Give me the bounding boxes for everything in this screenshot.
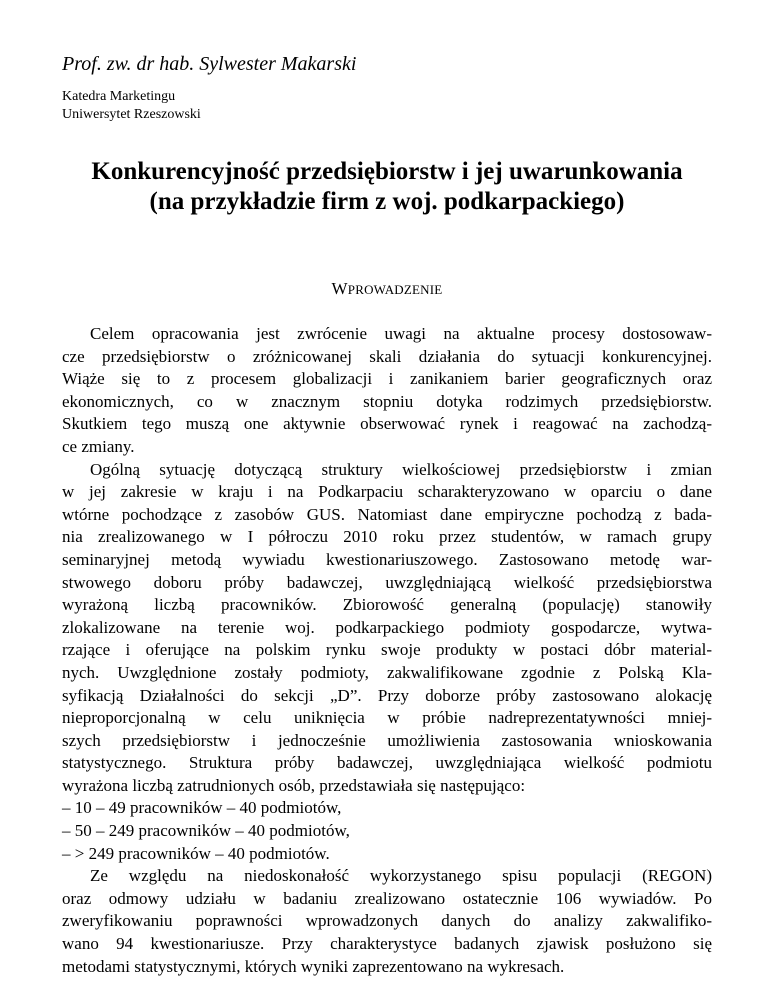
paper-title-line-1: Konkurencyjność przedsiębiorstw i jej uwarunkowania <box>91 158 683 185</box>
body-line: Ogólną sytuację dotyczącą struktury wielkościowej przedsiębiorstw i zmian <box>90 459 712 479</box>
body-line: stwowego doboru próby badawczej, uwzględniającą wielkość przedsiębiorstwa <box>62 572 712 592</box>
body-line: zlokalizowane na terenie woj. podkarpackiego podmioty gospodarcze, wytwa- <box>62 617 712 637</box>
body-line: oraz odmowy udziału w badaniu zrealizowano ostatecznie 106 wywiadów. Po <box>62 888 712 908</box>
body-line: nych. Uwzględnione zostały podmioty, zakwalifikowane zgodnie z Polską Kla- <box>62 662 712 682</box>
body-line: nia zrealizowanego w I półroczu 2010 roku przez studentów, w ramach grupy <box>62 527 712 547</box>
body-line: zweryfikowaniu poprawności wprowadzonych danych do analizy zakwalifiko- <box>62 911 712 931</box>
body-line: syfikacją Działalności do sekcji „D”. Przy doborze próby zastosowano alokację <box>62 685 712 705</box>
body-line: w jej zakresie w kraju i na Podkarpaciu scharakteryzowano w oparciu o dane <box>62 482 712 502</box>
affiliation-department: Katedra Marketingu <box>62 89 176 104</box>
body-line: nieproporcjonalną w celu uniknięcia w próbie nadreprezentatywności mniej- <box>62 708 712 728</box>
body-line: wtórne pochodzące z zasobów GUS. Natomiast dane empiryczne pochodzą z bada- <box>62 504 712 524</box>
body-line: ce zmiany. <box>62 436 135 456</box>
body-line: szych przedsiębiorstw i jednocześnie umożliwienia zastosowania wnioskowania <box>62 730 712 750</box>
body-line: Celem opracowania jest zwrócenie uwagi na aktualne procesy dostosowaw- <box>90 324 712 343</box>
body-line: rzające i oferujące na polskim rynku swoje produkty w postaci dóbr material- <box>62 640 712 660</box>
affiliation-university: Uniwersytet Rzeszowski <box>62 107 201 122</box>
body-line: – 10 – 49 pracowników – 40 podmiotów, <box>62 798 342 818</box>
body-line: – > 249 pracowników – 40 podmiotów. <box>62 843 330 863</box>
body-line: cze przedsiębiorstw o zróżnicowanej skali działania do sytuacji konkurencyjnej. <box>62 346 712 366</box>
section-heading-initial: W <box>331 279 348 298</box>
section-heading <box>62 278 712 301</box>
body-line: – 50 – 249 pracowników – 40 podmiotów, <box>62 821 350 841</box>
body-line: Ze względu na niedoskonałość wykorzystanego spisu populacji (REGON) <box>90 866 712 886</box>
body-line: statystycznego. Struktura próby badawczej, uwzględniająca wielkość podmiotu <box>62 753 712 773</box>
paper-title <box>62 157 712 217</box>
body-line: Wiąże się to z procesem globalizacji i zanikaniem barier geograficznych oraz <box>62 369 712 389</box>
body-line: wyrażoną liczbą pracowników. Zbiorowość generalną (populację) stanowiły <box>62 595 712 615</box>
body-text <box>62 323 712 978</box>
body-line: wano 94 kwestionariusze. Przy charakterystyce badanych zjawisk posłużono się <box>62 934 712 954</box>
body-line: metodami statystycznymi, których wyniki zaprezentowano na wykresach. <box>62 956 565 976</box>
section-heading-rest: PROWADZENIE <box>347 282 443 297</box>
body-line: seminaryjnej metodą wywiadu kwestionariuszowego. Zastosowano metodę war- <box>62 549 712 569</box>
body-line: Skutkiem tego muszą one aktywnie obserwować rynek i reagować na zachodzą- <box>62 414 712 434</box>
paper-page <box>62 52 712 978</box>
body-line: wyrażona liczbą zatrudnionych osób, przedstawiała się następująco: <box>62 775 526 795</box>
affiliation <box>62 88 712 124</box>
author-name: Prof. zw. dr hab. Sylwester Makarski <box>62 53 357 75</box>
paper-title-line-2: (na przykładzie firm z woj. podkarpackiego) <box>149 188 625 215</box>
body-line: ekonomicznych, co w znacznym stopniu dotyka rodzimych przedsiębiorstw. <box>62 391 712 411</box>
